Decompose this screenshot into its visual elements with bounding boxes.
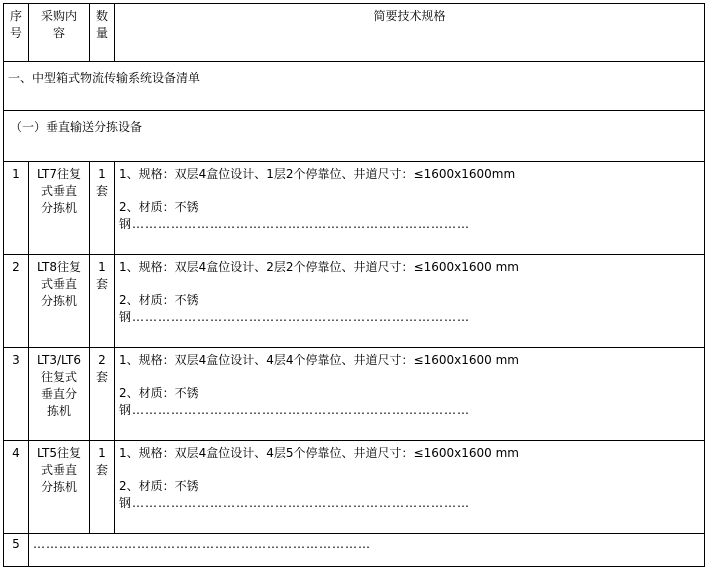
item-quantity: 1 套	[90, 441, 115, 534]
spec-line-size: 1、规格：双层4盒位设计、4层4个停靠位、井道尺寸：≤1600x1600 mm	[119, 353, 519, 367]
subsection-title: （一）垂直输送分拣设备	[4, 111, 705, 162]
section-title-row	[4, 62, 705, 111]
spec-line-material: 2、材质：不锈	[119, 200, 199, 214]
item-spec	[115, 441, 705, 534]
item-name: LT8往复 式垂直 分拣机	[29, 255, 90, 348]
spec-line-material-cont: 钢……………………………………………………………………	[119, 496, 471, 510]
table-row-ellipsis	[4, 534, 705, 567]
row-index: 4	[4, 441, 29, 534]
equipment-spec-table	[3, 3, 705, 567]
table-row	[4, 255, 705, 348]
spec-line-material-cont: 钢……………………………………………………………………	[119, 217, 471, 231]
row-index: 1	[4, 162, 29, 255]
header-item: 采购内 容	[29, 4, 90, 62]
spec-line-size: 1、规格：双层4盒位设计、4层5个停靠位、井道尺寸：≤1600x1600 mm	[119, 446, 519, 460]
ellipsis-content: ……………………………………………………………………	[29, 534, 705, 567]
table-row	[4, 162, 705, 255]
spec-line-material: 2、材质：不锈	[119, 386, 199, 400]
item-quantity: 1 套	[90, 255, 115, 348]
table-row	[4, 348, 705, 441]
spec-line-material-cont: 钢……………………………………………………………………	[119, 403, 471, 417]
item-name: LT5往复 式垂直 分拣机	[29, 441, 90, 534]
item-spec	[115, 162, 705, 255]
section-title: 一、中型箱式物流传输系统设备清单	[4, 62, 705, 111]
item-quantity: 2 套	[90, 348, 115, 441]
subsection-title-row	[4, 111, 705, 162]
table-row	[4, 441, 705, 534]
item-name: LT7往复 式垂直 分拣机	[29, 162, 90, 255]
header-row	[4, 4, 705, 62]
item-spec	[115, 348, 705, 441]
row-index: 5	[4, 534, 29, 567]
spec-line-material-cont: 钢……………………………………………………………………	[119, 310, 471, 324]
item-quantity: 1 套	[90, 162, 115, 255]
spec-line-size: 1、规格：双层4盒位设计、1层2个停靠位、井道尺寸：≤1600x1600mm	[119, 167, 516, 181]
header-quantity: 数 量	[90, 4, 115, 62]
spec-line-material: 2、材质：不锈	[119, 479, 199, 493]
row-index: 3	[4, 348, 29, 441]
row-index: 2	[4, 255, 29, 348]
item-spec	[115, 255, 705, 348]
spec-line-material: 2、材质：不锈	[119, 293, 199, 307]
item-name: LT3/LT6 往复式 垂直分 拣机	[29, 348, 90, 441]
header-index: 序 号	[4, 4, 29, 62]
spec-line-size: 1、规格：双层4盒位设计、2层2个停靠位、井道尺寸：≤1600x1600 mm	[119, 260, 519, 274]
header-spec: 简要技术规格	[115, 4, 705, 62]
